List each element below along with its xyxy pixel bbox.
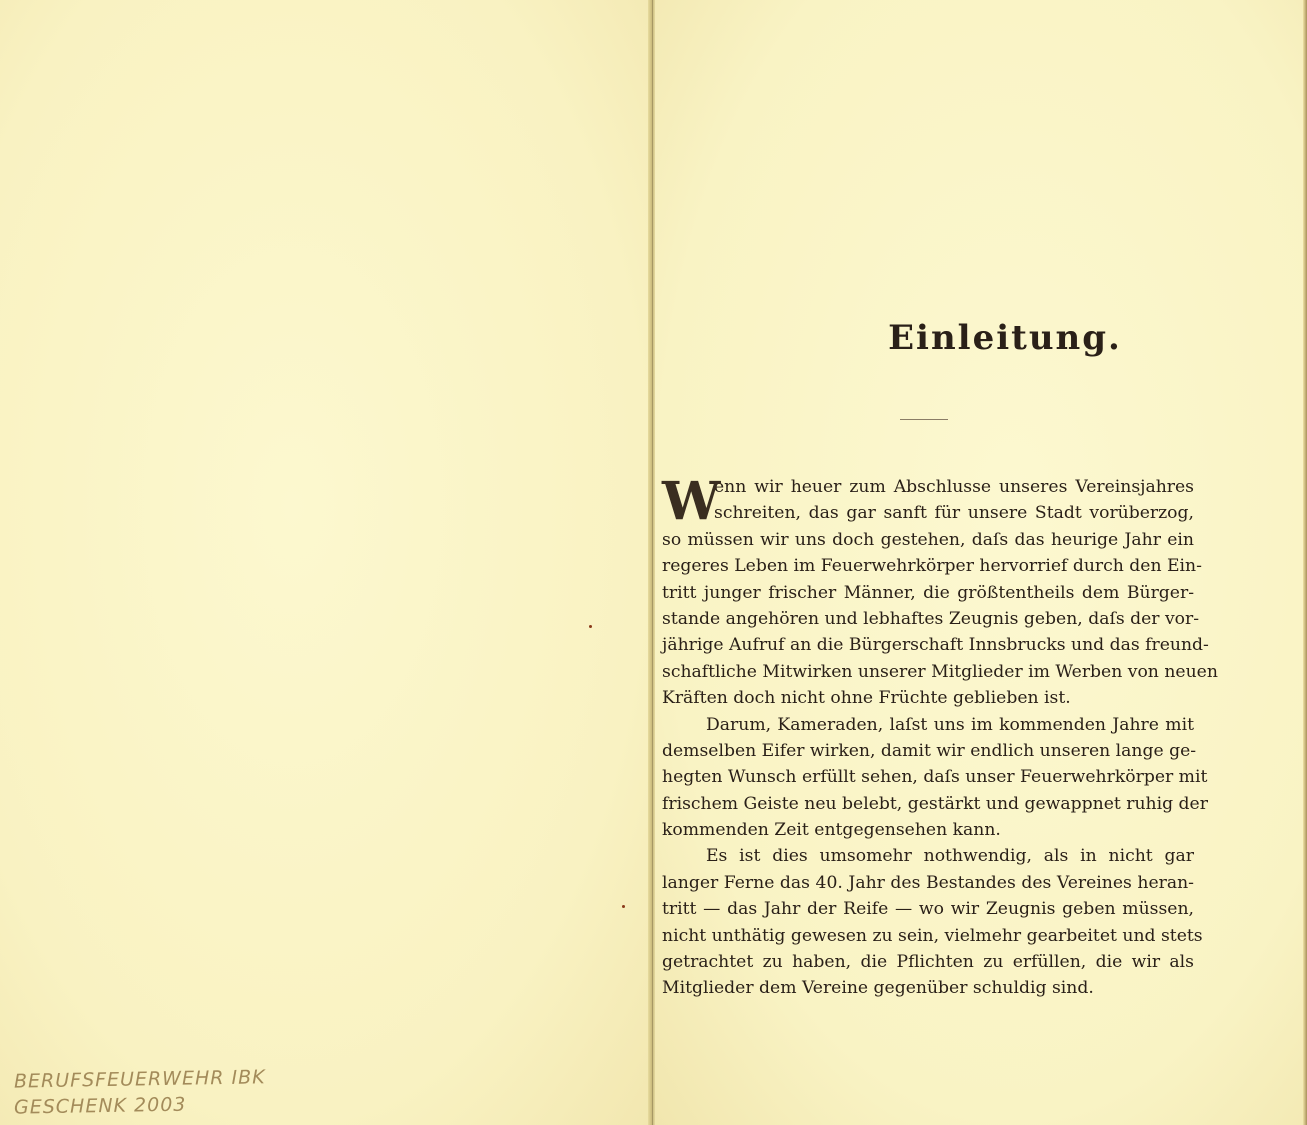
handwritten-stamp-line-2: GESCHENK 2003: [13, 1093, 187, 1119]
text-line: getrachtet zu haben, die Pflichten zu erfüllen, die wir als: [662, 952, 1194, 973]
text-line: tritt junger frischer Männer, die größtentheils dem Bürger-: [662, 582, 1194, 603]
left-page: [0, 0, 650, 1125]
text-line: tritt — das Jahr der Reife — wo wir Zeugnis geben müssen,: [662, 899, 1194, 920]
text-line: hegten Wunsch erfüllt sehen, daſs unser Feuerwehrkörper mit: [662, 767, 1208, 788]
page-edge: [1303, 0, 1307, 1125]
text-line: so müssen wir uns doch gestehen, daſs das heurige Jahr ein: [662, 529, 1194, 550]
text-line: Kräften doch nicht ohne Früchte geblieben ist.: [662, 688, 1071, 709]
text-line: langer Ferne das 40. Jahr des Bestandes des Vereines heran-: [662, 872, 1194, 893]
paper-speck: [589, 625, 592, 628]
text-line: regeres Leben im Feuerwehrkörper hervorrief durch den Ein-: [662, 556, 1202, 577]
chapter-title: Einleitung.: [888, 318, 1122, 358]
text-line: kommenden Zeit entgegensehen kann.: [662, 820, 1001, 841]
text-line: frischem Geiste neu belebt, gestärkt und gewappnet ruhig der: [662, 793, 1208, 814]
text-line: schaftliche Mitwirken unserer Mitglieder im Werben von neuen: [662, 661, 1218, 682]
text-line: Mitglieder dem Vereine gegenüber schuldig sind.: [662, 978, 1094, 999]
paper-speck: [622, 905, 625, 908]
text-line: Es ist dies umsomehr nothwendig, als in nicht gar: [706, 846, 1194, 867]
text-line: Darum, Kameraden, laſst uns im kommenden Jahre mit: [706, 714, 1194, 735]
text-line: demselben Eifer wirken, damit wir endlich unseren lange ge-: [662, 740, 1197, 761]
text-line: stande angehören und lebhaftes Zeugnis geben, daſs der vor-: [662, 608, 1200, 629]
handwritten-stamp-line-1: BERUFSFEUERWEHR IBK: [13, 1066, 266, 1093]
body-text: [662, 471, 1218, 1002]
text-line: nicht unthätig gewesen zu sein, vielmehr gearbeitet und stets: [662, 925, 1203, 946]
title-rule: [900, 419, 948, 420]
text-line: jährige Aufruf an die Bürgerschaft Innsbrucks und das freund-: [662, 635, 1209, 656]
drop-cap: W: [662, 471, 721, 532]
text-line: enn wir heuer zum Abschlusse unseres Vereinsjahres: [714, 477, 1194, 497]
text-line: schreiten, das gar sanft für unsere Stadt vorüberzog,: [714, 503, 1194, 524]
